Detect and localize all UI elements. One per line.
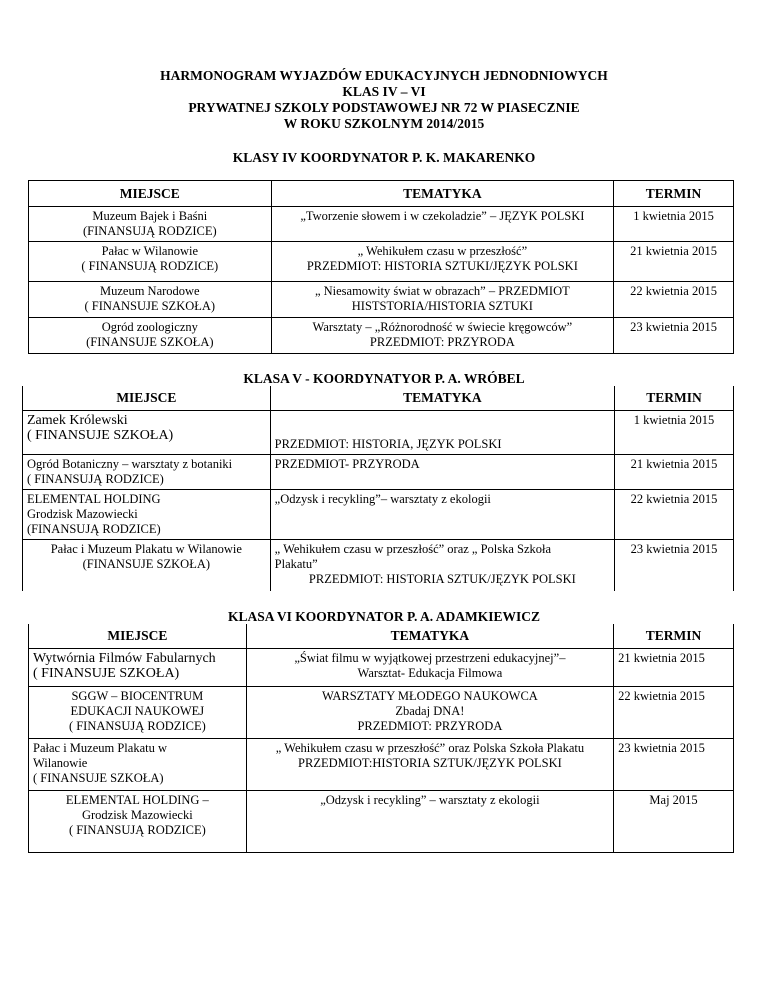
place-name: Ogród zoologiczny (101, 320, 198, 334)
place-name: ELEMENTAL HOLDING (27, 491, 161, 506)
place-cell (29, 686, 247, 738)
topic-cell (271, 282, 614, 318)
topic-cell (271, 318, 614, 354)
funding-note: ( FINANSUJĄ RODZICE) (27, 471, 164, 486)
funding-note: ( FINANSUJĄ RODZICE) (68, 822, 206, 837)
place-name: Pałac w Wilanowie (101, 244, 199, 258)
table-class-iv (28, 180, 734, 354)
column-header-date: TERMIN (614, 624, 734, 648)
place-name-cont: Wilanowie (33, 755, 88, 770)
column-header-date: TERMIN (615, 386, 734, 410)
topic-line: PRZEDMIOT: HISTORIA SZTUKI/JĘZYK POLSKI (306, 259, 578, 273)
topic-line: „Tworzenie słowem i w czekoladzie” – JĘZYK POLSKI (300, 209, 585, 223)
topic-line: PRZEDMIOT:HISTORIA SZTUK/JĘZYK POLSKI (298, 755, 562, 770)
place-cell (29, 790, 247, 852)
topic-line: PRZEDMIOT: HISTORIA SZTUK/JĘZYK POLSKI (308, 571, 576, 586)
topic-line: PRZEDMIOT- PRZYRODA (274, 456, 420, 471)
place-name: Muzeum Narodowe (99, 284, 200, 298)
place-location: Grodzisk Mazowiecki (81, 807, 193, 822)
header-line-1: HARMONOGRAM WYJAZDÓW EDUKACYJNYCH JEDNODNIOWYCH (160, 68, 608, 83)
section-iv-title: KLASY IV KOORDYNATOR P. K. MAKARENKO (232, 150, 536, 165)
table-row (29, 207, 734, 242)
table-row (23, 454, 734, 489)
topic-cell (246, 648, 613, 686)
column-header-topic: TEMATYKA (271, 181, 614, 207)
date-cell: 21 kwietnia 2015 (615, 454, 734, 489)
funding-note: ( FINANSUJĄ RODZICE) (81, 259, 219, 273)
table-row (29, 790, 734, 852)
column-header-date: TERMIN (614, 181, 734, 207)
date-cell: 21 kwietnia 2015 (614, 242, 734, 282)
topic-line: Warsztat- Edukacja Filmowa (357, 665, 503, 680)
section-v-title: KLASA V - KOORDYNATYOR P. A. WRÓBEL (243, 371, 525, 386)
topic-line: Warsztaty – „Różnorodność w świecie kręgowców” (312, 320, 573, 334)
date-cell: 23 kwietnia 2015 (614, 738, 734, 790)
funding-note: ( FINANSUJE SZKOŁA) (27, 427, 174, 443)
date-cell: Maj 2015 (614, 790, 734, 852)
topic-cell (246, 738, 613, 790)
topic-line: HISTSTORIA/HISTORIA SZTUKI (351, 299, 533, 313)
topic-line: „Odzysk i recykling” – warsztaty z ekologii (320, 792, 540, 807)
topic-line: „ Wehikułem czasu w przeszłość” oraz Polska Szkoła Plakatu (275, 740, 585, 755)
place-name: SGGW – BIOCENTRUM (71, 688, 204, 703)
topic-cell (246, 790, 613, 852)
table-header-row (29, 624, 734, 648)
topic-line: „ Wehikułem czasu w przeszłość” oraz „ Polska Szkoła (274, 541, 552, 556)
table-header-row (29, 181, 734, 207)
funding-note: ( FINANSUJE SZKOŁA) (84, 299, 216, 313)
column-header-place: MIEJSCE (29, 181, 272, 207)
place-name: Pałac i Muzeum Plakatu w (33, 740, 167, 755)
topic-cell (271, 207, 614, 242)
funding-note: (FINANSUJE SZKOŁA) (86, 335, 214, 349)
table-row (29, 242, 734, 282)
funding-note: (FINANSUJĄ RODZICE) (82, 224, 217, 238)
place-cell (23, 539, 271, 591)
section-vi-title: KLASA VI KOORDYNATOR P. A. ADAMKIEWICZ (228, 609, 540, 624)
column-header-place: MIEJSCE (23, 386, 271, 410)
table-header-row (23, 386, 734, 410)
place-name-cont: EDUKACJI NAUKOWEJ (70, 703, 205, 718)
place-location: Grodzisk Mazowiecki (27, 506, 138, 521)
topic-line: „ Wehikułem czasu w przeszłość” (357, 244, 528, 258)
place-cell (29, 648, 247, 686)
topic-line: Plakatu” (274, 556, 318, 571)
date-cell: 21 kwietnia 2015 (614, 648, 734, 686)
topic-line: WARSZTATY MŁODEGO NAUKOWCA (321, 688, 538, 703)
topic-line: PRZEDMIOT: PRZYRODA (357, 718, 503, 733)
date-cell: 22 kwietnia 2015 (615, 489, 734, 539)
topic-cell (270, 410, 614, 454)
table-class-vi (28, 624, 734, 853)
table-row (29, 738, 734, 790)
header-line-3: PRYWATNEJ SZKOLY PODSTAWOWEJ NR 72 W PIASECZNIE (188, 100, 580, 115)
date-cell: 22 kwietnia 2015 (614, 282, 734, 318)
table-row (23, 410, 734, 454)
funding-note: ( FINANSUJE SZKOŁA) (33, 770, 164, 785)
place-name: Wytwórnia Filmów Fabularnych (33, 650, 216, 666)
topic-line: „ Niesamowity świat w obrazach” – PRZEDMIOT (314, 284, 570, 298)
table-row (23, 489, 734, 539)
topic-line: „Świat filmu w wyjątkowej przestrzeni edukacyjnej”– (294, 650, 566, 665)
header-line-2: KLAS IV – VI (342, 84, 426, 99)
place-cell (23, 489, 271, 539)
place-cell (29, 207, 272, 242)
place-cell (29, 738, 247, 790)
funding-note: ( FINANSUJE SZKOŁA) (33, 665, 180, 681)
place-cell (23, 454, 271, 489)
topic-line: PRZEDMIOT: PRZYRODA (369, 335, 515, 349)
place-cell (23, 410, 271, 454)
table-row (29, 648, 734, 686)
date-cell: 23 kwietnia 2015 (614, 318, 734, 354)
topic-cell (271, 242, 614, 282)
topic-cell (246, 686, 613, 738)
place-cell (29, 318, 272, 354)
topic-line: „Odzysk i recykling”– warsztaty z ekologii (274, 491, 491, 506)
topic-line: Zbadaj DNA! (395, 703, 465, 718)
date-cell: 23 kwietnia 2015 (615, 539, 734, 591)
column-header-topic: TEMATYKA (270, 386, 614, 410)
date-cell: 1 kwietnia 2015 (614, 207, 734, 242)
column-header-place: MIEJSCE (29, 624, 247, 648)
document-header (0, 68, 768, 132)
table-row (29, 318, 734, 354)
date-cell: 22 kwietnia 2015 (614, 686, 734, 738)
topic-cell (270, 454, 614, 489)
place-name: Pałac i Muzeum Plakatu w Wilanowie (50, 541, 242, 556)
topic-line: PRZEDMIOT: HISTORIA, JĘZYK POLSKI (274, 436, 502, 451)
header-line-4: W ROKU SZKOLNYM 2014/2015 (283, 116, 485, 131)
place-name: Ogród Botaniczny – warsztaty z botaniki (27, 456, 233, 471)
place-cell (29, 282, 272, 318)
place-cell (29, 242, 272, 282)
date-cell: 1 kwietnia 2015 (615, 410, 734, 454)
topic-cell (270, 539, 614, 591)
column-header-topic: TEMATYKA (246, 624, 613, 648)
table-row (29, 282, 734, 318)
table-row (29, 686, 734, 738)
funding-note: ( FINANSUJĄ RODZICE) (68, 718, 206, 733)
place-name: ELEMENTAL HOLDING – (65, 792, 209, 807)
table-class-v (22, 386, 734, 591)
place-name: Muzeum Bajek i Baśni (92, 209, 208, 223)
funding-note: (FINANSUJĄ RODZICE) (27, 521, 161, 536)
topic-cell (270, 489, 614, 539)
table-row (23, 539, 734, 591)
place-name: Zamek Królewski (27, 412, 128, 428)
funding-note: (FINANSUJE SZKOŁA) (82, 556, 211, 571)
